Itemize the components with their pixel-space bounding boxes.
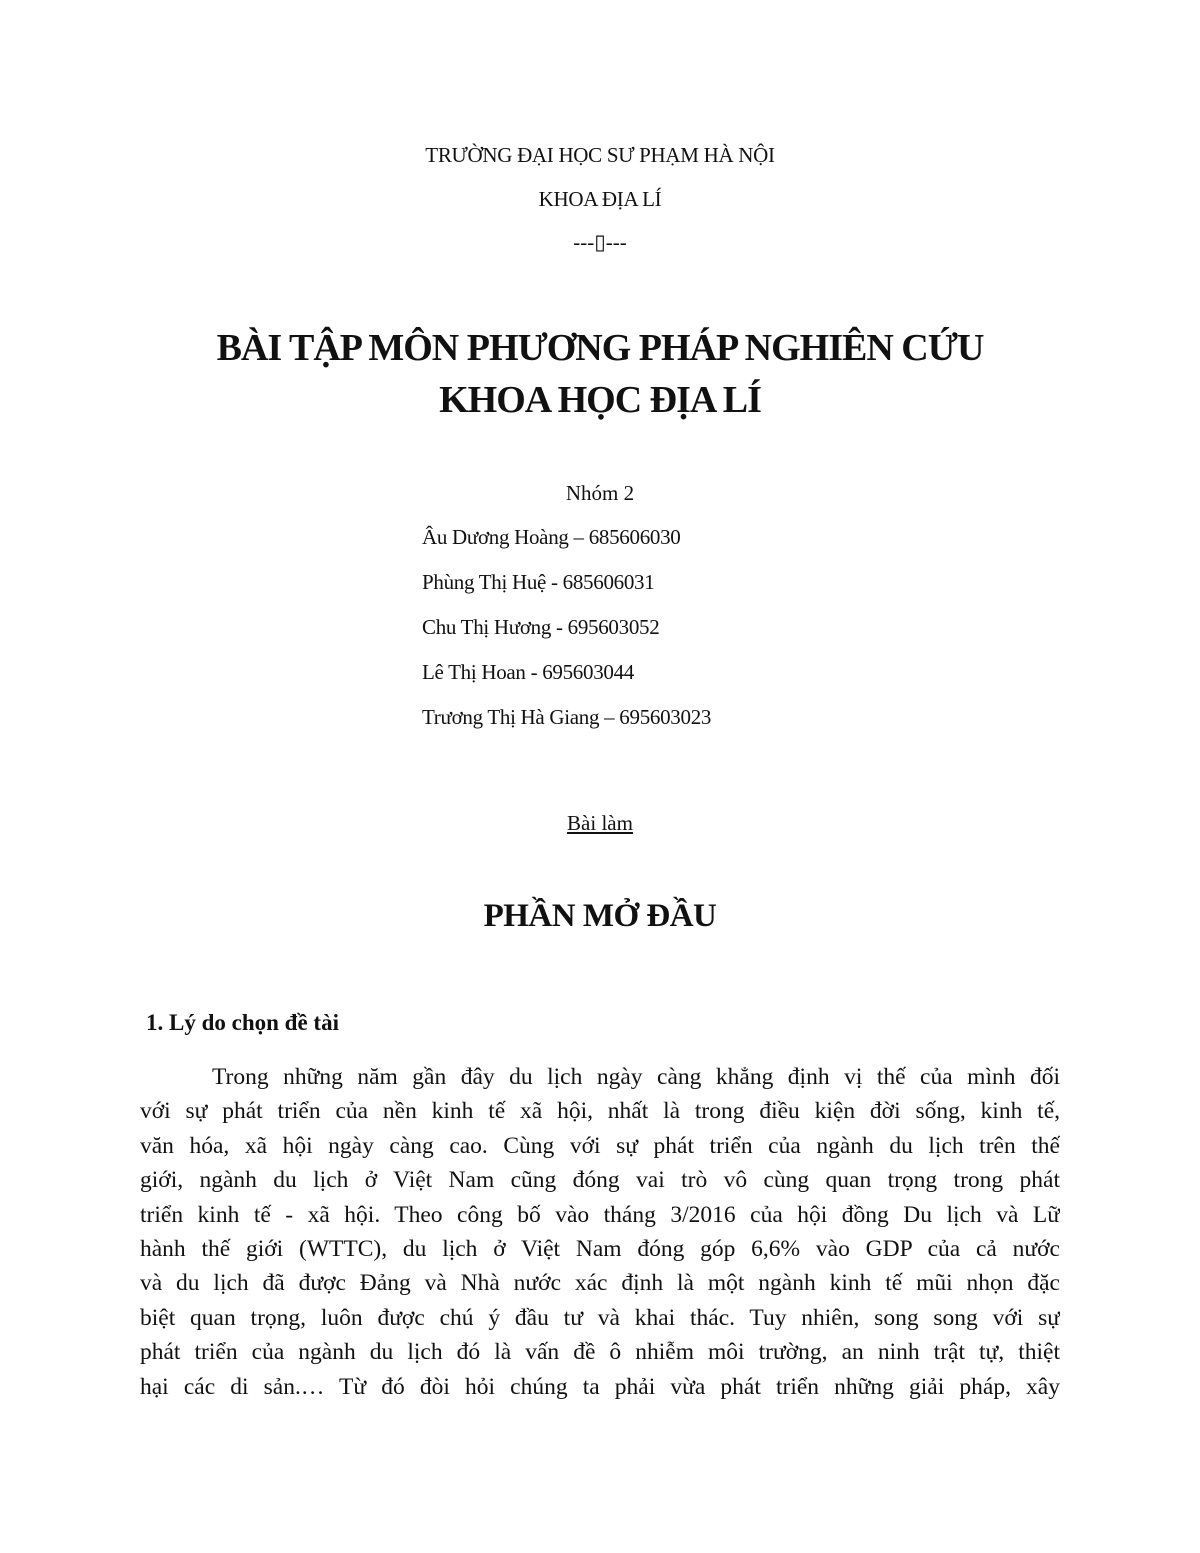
member-item: Lê Thị Hoan - 695603044 bbox=[422, 660, 635, 684]
body-line: giới, ngành du lịch ở Việt Nam cũng đóng vai trò vô cùng quan trọng trong phát bbox=[140, 1167, 1060, 1194]
faculty-name: KHOA ĐỊA LÍ bbox=[538, 187, 662, 211]
member-item: Phùng Thị Huệ - 685606031 bbox=[422, 570, 655, 594]
body-line: hành thế giới (WTTC), du lịch ở Việt Nam đóng góp 6,6% vào GDP của cả nước bbox=[140, 1235, 1060, 1262]
part-title: PHẦN MỞ ĐẦU bbox=[483, 898, 717, 934]
body-line: biệt quan trọng, luôn được chú ý đầu tư và khai thác. Tuy nhiên, song song với sự bbox=[140, 1304, 1060, 1331]
divider-ornament: ---▯--- bbox=[573, 230, 627, 254]
member-list bbox=[422, 524, 711, 749]
body-line: và du lịch đã được Đảng và Nhà nước xác định là một ngành kinh tế mũi nhọn đặc bbox=[140, 1270, 1060, 1297]
body-line: phát triển của ngành du lịch đó là vấn đề ô nhiễm môi trường, an ninh trật tự, thiệt bbox=[140, 1339, 1060, 1366]
body-line: Trong những năm gần đây du lịch ngày càng khẳng định vị thế của mình đối bbox=[212, 1064, 1060, 1090]
body-line: hại các di sản.… Từ đó đòi hỏi chúng ta phải vừa phát triển những giải pháp, xây bbox=[140, 1373, 1060, 1400]
member-item: Âu Dương Hoàng – 685606030 bbox=[422, 525, 681, 549]
school-name: TRƯỜNG ĐẠI HỌC SƯ PHẠM HÀ NỘI bbox=[425, 143, 775, 167]
section-body bbox=[140, 1060, 1060, 1404]
member-item: Chu Thị Hương - 695603052 bbox=[422, 615, 660, 639]
section-heading: 1. Lý do chọn đề tài bbox=[146, 1010, 339, 1035]
body-line: văn hóa, xã hội ngày càng cao. Cùng với sự phát triển của ngành du lịch trên thế bbox=[140, 1132, 1060, 1159]
bai-lam-label: Bài làm bbox=[567, 811, 633, 835]
group-label: Nhóm 2 bbox=[565, 481, 635, 505]
assignment-title-line-1: BÀI TẬP MÔN PHƯƠNG PHÁP NGHIÊN CỨU bbox=[216, 327, 984, 369]
member-item: Trương Thị Hà Giang – 695603023 bbox=[422, 705, 712, 729]
body-line: triển kinh tế - xã hội. Theo công bố vào tháng 3/2016 của hội đồng Du lịch và Lữ bbox=[140, 1201, 1060, 1228]
assignment-title-line-2: KHOA HỌC ĐỊA LÍ bbox=[439, 379, 761, 421]
body-line: với sự phát triển của nền kinh tế xã hội, nhất là trong điều kiện đời sống, kinh tế, bbox=[140, 1098, 1060, 1125]
